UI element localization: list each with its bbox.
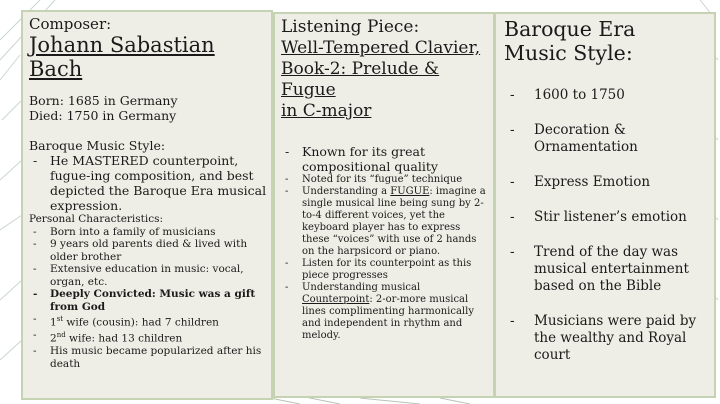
list-item: - 9 years old parents died & lived with older brother	[29, 238, 267, 263]
piece-title-line: in C-major	[281, 101, 372, 121]
baroque-style-card	[494, 12, 716, 398]
died-text: Died: 1750 in Germany	[29, 108, 177, 123]
style-list	[29, 153, 267, 213]
personal-heading: Personal Characteristics:	[29, 213, 164, 225]
style-heading: Baroque Music Style:	[29, 138, 166, 153]
list-item: - Extensive education in music: vocal, organ, etc.	[29, 263, 267, 288]
list-item: - Known for its great compositional quality	[281, 144, 489, 174]
baroque-title-line: Baroque Era	[504, 17, 636, 41]
list-item: - 2nd wife: had 13 children	[29, 329, 267, 345]
personal-list	[29, 226, 267, 371]
baroque-list	[504, 87, 710, 364]
list-item: - His music became popularized after his death	[29, 345, 267, 370]
list-item: - Born into a family of musicians	[29, 226, 267, 239]
listening-piece-card	[273, 12, 495, 398]
list-item: - 1600 to 1750	[504, 87, 710, 104]
list-item: - Stir listener’s emotion	[504, 209, 710, 226]
list-item: - Understanding a FUGUE: imagine a single musical line being sung by 2-to-4 different voices, yet the keyboard player has to express these “voices” with use of 2 hands on the harpsicord or piano.	[281, 186, 489, 258]
list-item: - Decoration & Ornamentation	[504, 122, 710, 156]
composer-label: Composer:	[29, 15, 112, 33]
composer-card	[21, 10, 273, 400]
baroque-title-line: Music Style:	[504, 41, 633, 65]
list-item: - Noted for its “fugue” technique	[281, 174, 489, 186]
list-item: - Understanding musical Counterpoint: 2-or-more musical lines complimenting harmonically and independent in rhythm and melody.	[281, 282, 489, 342]
list-item: - Trend of the day was musical entertainment based on the Bible	[504, 244, 710, 295]
list-item: - Musicians were paid by the wealthy and Royal court	[504, 313, 710, 364]
listening-label: Listening Piece:	[281, 17, 420, 37]
piece-notes	[281, 144, 489, 342]
list-item: - Listen for its counterpoint as this piece progresses	[281, 258, 489, 282]
piece-title-line: Well-Tempered Clavier,	[281, 38, 481, 58]
list-item: - Deeply Convicted: Music was a gift from God	[29, 288, 267, 313]
list-item: - 1st wife (cousin): had 7 children	[29, 313, 267, 329]
piece-title-line: Book-2: Prelude & Fugue	[281, 59, 440, 100]
list-item: - Express Emotion	[504, 174, 710, 191]
composer-name: Johann Sabastian Bach	[29, 33, 215, 81]
born-text: Born: 1685 in Germany	[29, 93, 178, 108]
list-item: - He MASTERED counterpoint, fugue-ing composition, and best depicted the Baroque Era musical expression.	[29, 153, 267, 213]
